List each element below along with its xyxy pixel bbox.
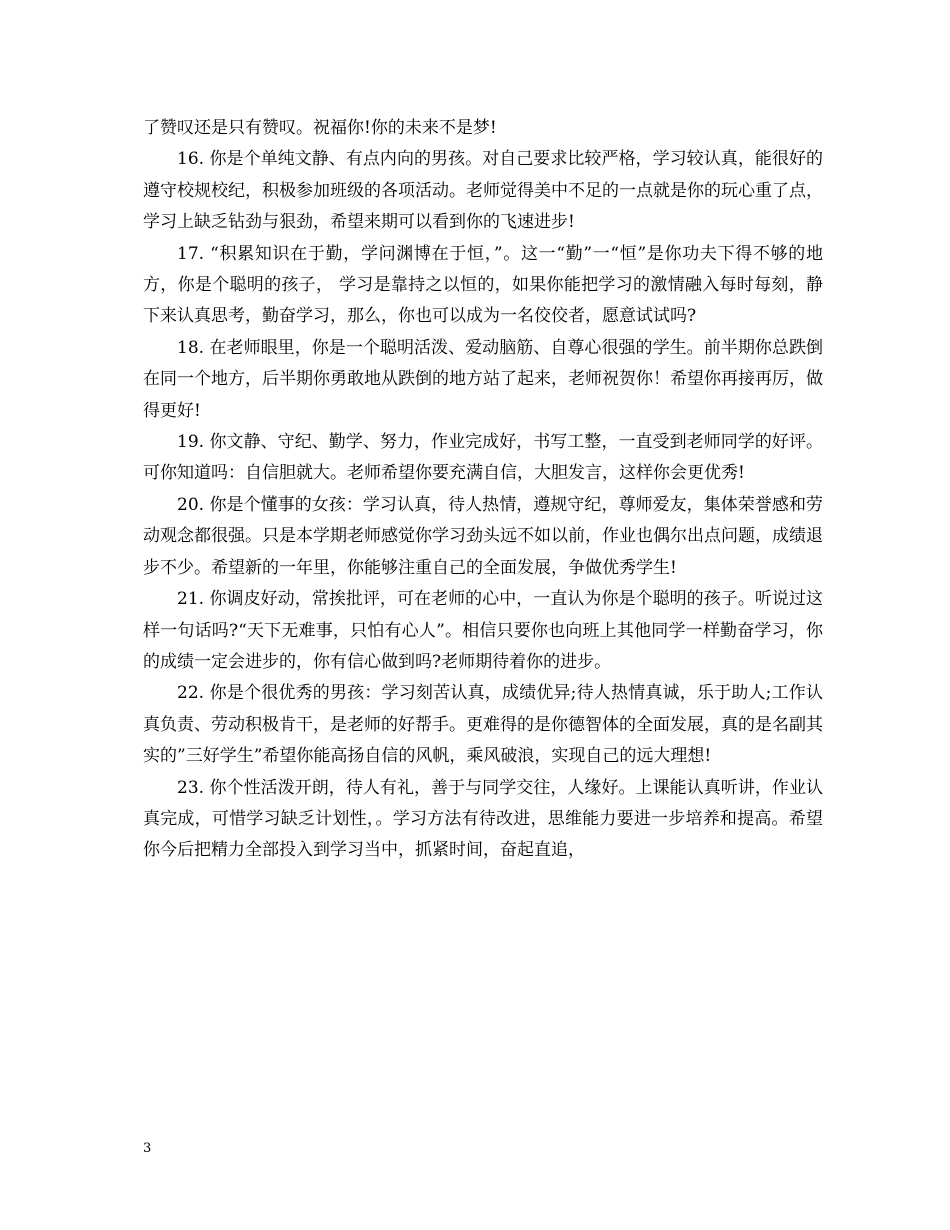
paragraph-comment-16: 16. 你是个单纯文静、有点内向的男孩。对自己要求比较严格，学习较认真，能很好的遵守校规校纪，积极参加班级的各项活动。老师觉得美中不足的一点就是你的玩心重了点，学习上缺乏钻劲与狠劲，希望来期可以看到你的飞速进步! bbox=[143, 149, 823, 233]
paragraph-comment-20: 20. 你是个懂事的女孩：学习认真，待人热情，遵规守纪，尊师爱友，集体荣誉感和劳动观念都很强。只是本学期老师感觉你学习劲头远不如以前，作业也偶尔出点问题，成绩退步不少。希望新的一年里，你能够注重自己的全面发展，争做优秀学生! bbox=[143, 494, 823, 578]
paragraph-comment-19: 19. 你文静、守纪、勤学、努力，作业完成好，书写工整，一直受到老师同学的好评。可你知道吗：自信胆就大。老师希望你要充满自信，大胆发言，这样你会更优秀! bbox=[143, 432, 823, 484]
document-body bbox=[143, 113, 823, 867]
paragraph-comment-21: 21. 你调皮好动，常挨批评，可在老师的心中，一直认为你是个聪明的孩子。听说过这样一句话吗?“天下无难事，只怕有心人”。相信只要你也向班上其他同学一样勤奋学习，你的成绩一定会进步的，你有信心做到吗?老师期待着你的进步。 bbox=[143, 589, 823, 672]
paragraph-comment-18: 18. 在老师眼里，你是一个聪明活泼、爱动脑筋、自尊心很强的学生。前半期你总跌倒在同一个地方，后半期你勇敢地从跌倒的地方站了起来，老师祝贺你！希望你再接再厉，做得更好! bbox=[143, 337, 823, 421]
paragraph-comment-22: 22. 你是个很优秀的男孩：学习刻苦认真，成绩优异;待人热情真诚，乐于助人;工作认真负责、劳动积极肯干，是老师的好帮手。更难得的是你德智体的全面发展，真的是名副其实的”三好学生”希望你能高扬自信的风帆，乘风破浪，实现自己的远大理想! bbox=[143, 683, 823, 767]
page-number: 3 bbox=[143, 1141, 152, 1156]
paragraph-comment-17: 17. “积累知识在于勤，学问渊博在于恒，”。这一“勤”一“恒”是你功夫下得不够的地方，你是个聪明的孩子， 学习是靠持之以恒的，如果你能把学习的激情融入每时每刻，静下来认真思考，勤奋学习，那么，你也可以成为一名佼佼者，愿意试试吗? bbox=[143, 243, 823, 327]
paragraph-comment-23: 23. 你个性活泼开朗，待人有礼，善于与同学交往，人缘好。上课能认真听讲，作业认真完成，可惜学习缺乏计划性，。学习方法有待改进，思维能力要进一步培养和提高。希望你今后把精力全部投入到学习当中，抓紧时间，奋起直追， bbox=[143, 777, 823, 861]
paragraph-continuation: 了赞叹还是只有赞叹。祝福你!你的未来不是梦! bbox=[143, 118, 497, 138]
